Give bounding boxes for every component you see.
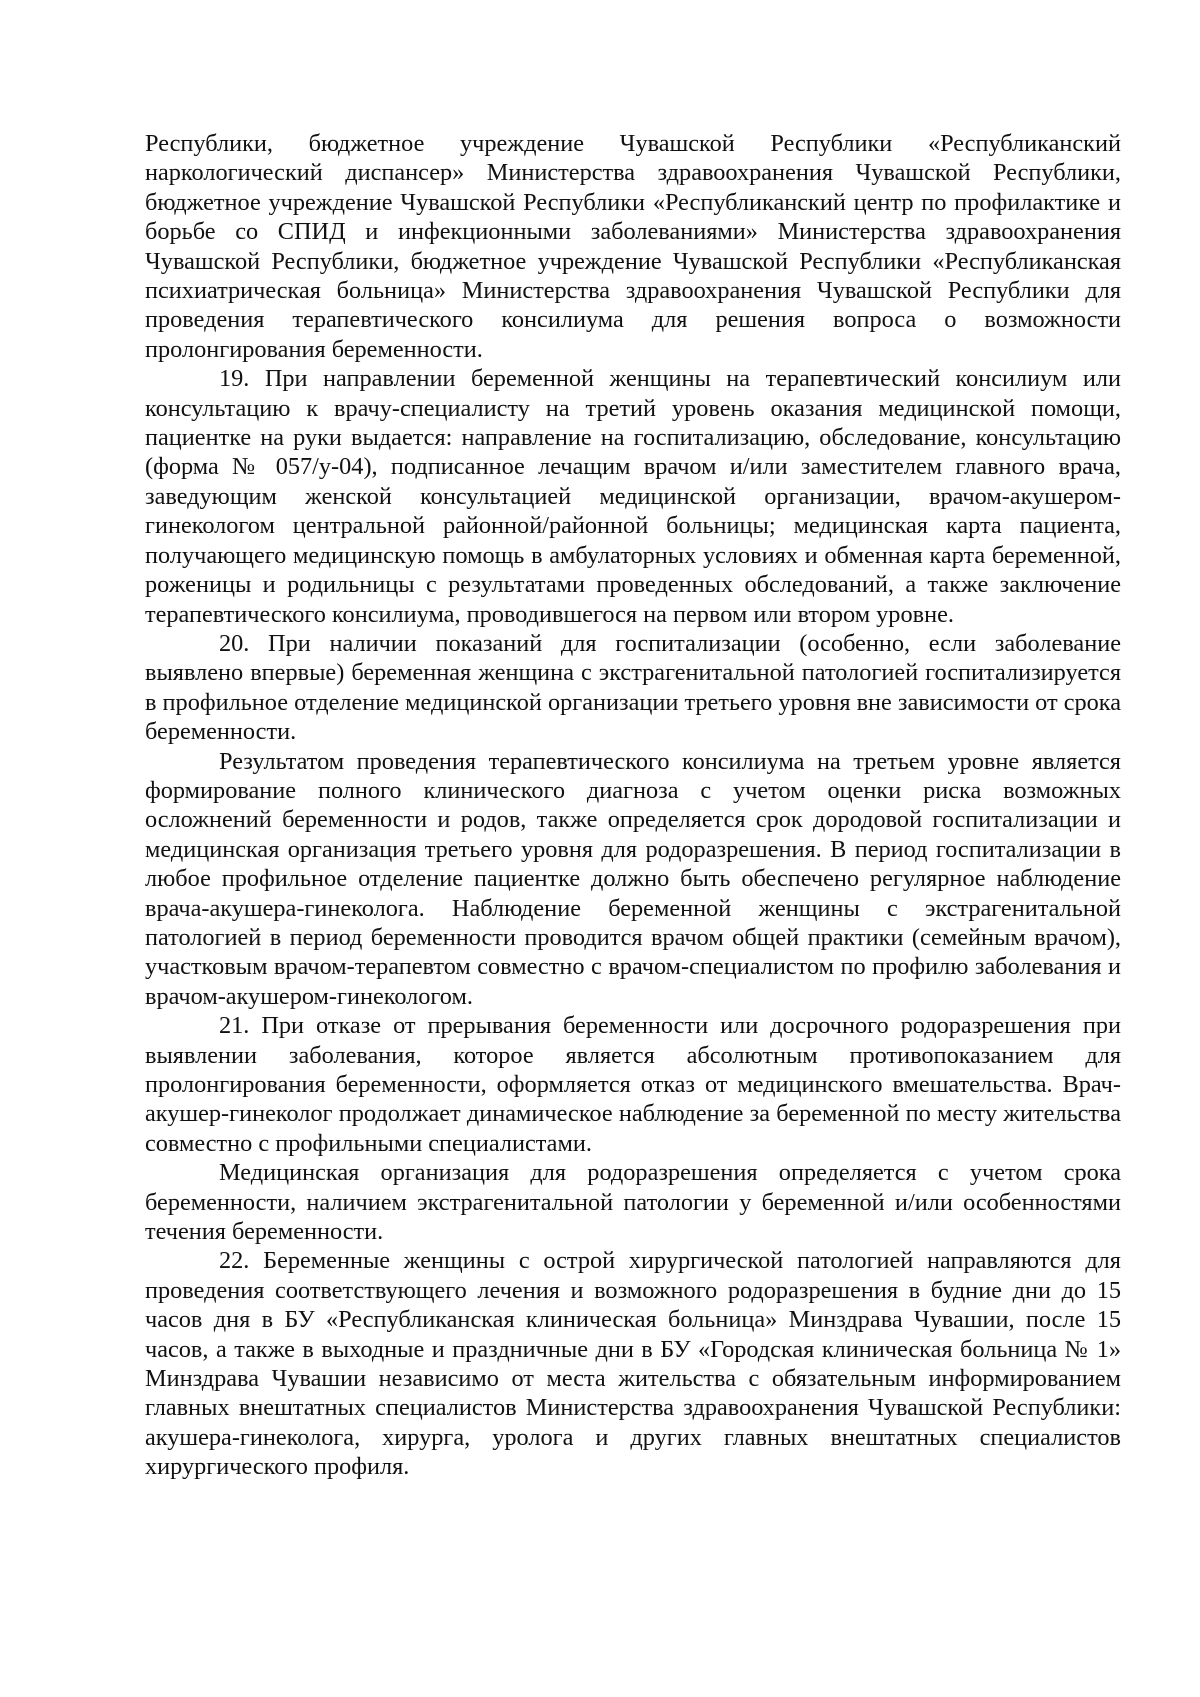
paragraph-20: 20. При наличии показаний для госпитализации (особенно, если заболевание выявлено впервые) беременная женщина с экстрагенитальной патологией госпитализируется в профильное отделение медицинской организации третьего уровня вне зависимости от срока беременности. bbox=[145, 629, 1121, 746]
paragraph-consilium-result: Результатом проведения терапевтического консилиума на третьем уровне является формирование полного клинического диагноза с учетом оценки риска возможных осложнений беременности и родов, также определяется срок дородовой госпитализации и медицинская организация третьего уровня для родоразрешения. В период госпитализации в любое профильное отделение пациентке должно быть обеспечено регулярное наблюдение врача-акушера-гинеколога. Наблюдение беременной женщины с экстрагенитальной патологией в период беременности проводится врачом общей практики (семейным врачом), участковым врачом-терапевтом совместно с врачом-специалистом по профилю заболевания и врачом-акушером-гинекологом. bbox=[145, 747, 1121, 1010]
paragraph-delivery-organization: Медицинская организация для родоразрешения определяется с учетом срока беременности, наличием экстрагенитальной патологии у беременной и/или особенностями течения беременности. bbox=[145, 1159, 1121, 1246]
paragraph-continuation: Республики, бюджетное учреждение Чувашской Республики «Республиканский наркологический диспансер» Министерства здравоохранения Чувашской Республики, бюджетное учреждение Чувашской Республики «Республиканский центр по профилактике и борьбе со СПИД и инфекционными заболеваниями» Министерства здравоохранения Чувашской Республики, бюджетное учреждение Чувашской Республики «Республиканская психиатрическая больница» Министерства здравоохранения Чувашской Республики для проведения терапевтического консилиума для решения вопроса о возможности пролонгирования беременности. bbox=[145, 130, 1121, 363]
paragraph-19: 19. При направлении беременной женщины на терапевтический консилиум или консультацию к врачу-специалисту на третий уровень оказания медицинской помощи, пациентке на руки выдается: направление на госпитализацию, обследование, консультацию (форма № 057/у-04), подписанное лечащим врачом и/или заместителем главного врача, заведующим женской консультацией медицинской организации, врачом-акушером-гинекологом центральной районной/районной больницы; медицинская карта пациента, получающего медицинскую помощь в амбулаторных условиях и обменная карта беременной, роженицы и родильницы с результатами проведенных обследований, а также заключение терапевтического консилиума, проводившегося на первом или втором уровне. bbox=[145, 365, 1121, 628]
paragraph-21: 21. При отказе от прерывания беременности или досрочного родоразрешения при выявлении заболевания, которое является абсолютным противопоказанием для пролонгирования беременности, оформляется отказ от медицинского вмешательства. Врач-акушер-гинеколог продолжает динамическое наблюдение за беременной по месту жительства совместно с профильными специалистами. bbox=[145, 1012, 1121, 1157]
paragraph-22: 22. Беременные женщины с острой хирургической патологией направляются для проведения соответствующего лечения и возможного родоразрешения в будние дни до 15 часов дня в БУ «Республиканская клиническая больница» Минздрава Чувашии, после 15 часов, а также в выходные и праздничные дни в БУ «Городская клиническая больница № 1» Минздрава Чувашии независимо от места жительства с обязательным информированием главных внештатных специалистов Министерства здравоохранения Чувашской Республики: акушера-гинеколога, хирурга, уролога и других главных внештатных специалистов хирургического профиля. bbox=[145, 1247, 1121, 1481]
document-page bbox=[145, 129, 1121, 1482]
